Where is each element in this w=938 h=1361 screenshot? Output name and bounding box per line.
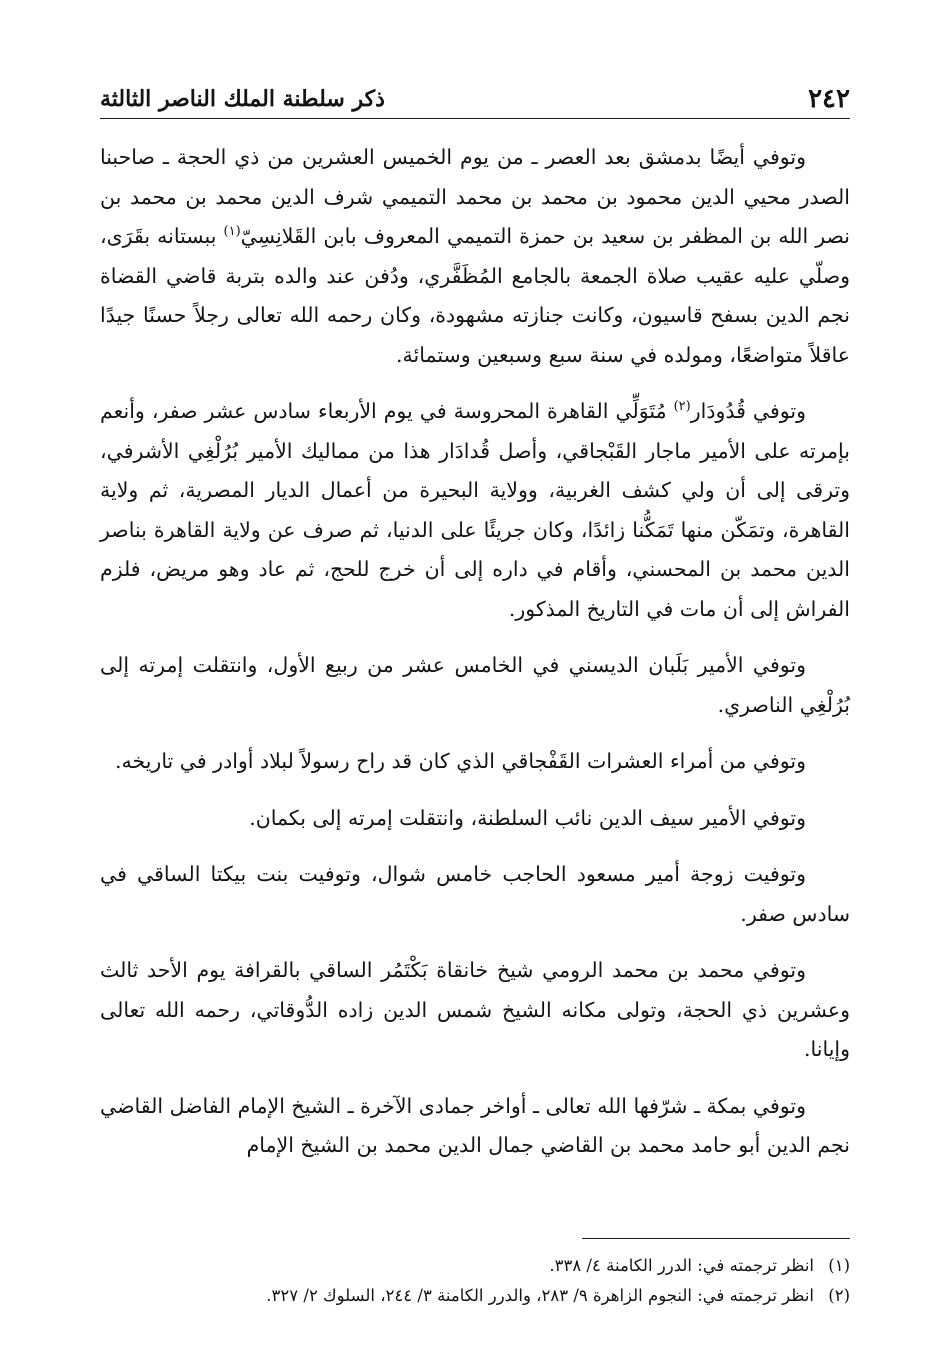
- paragraph: وتوفي من أمراء العشرات القَفْجاقي الذي كان قد راح رسولاً لبلاد أوادر في تاريخه.: [114, 749, 806, 773]
- paragraph: وتوفي محمد بن محمد الرومي شيخ خانقاة بَكْتَمُر الساقي بالقرافة يوم الأحد ثالث وعشرين ذي الحجة، وتولى مكانه الشيخ شمس الدين زاده الدُّوقاتي، رحمه الله تعالى وإيانا.: [100, 958, 850, 1061]
- paragraph: وتوفي الأمير بَلَبان الديسني في الخامس عشر من ربيع الأول، وانتقلت إمرته إلى بُرُلْغِي الناصري.: [100, 653, 850, 717]
- paragraph-text: ببستانه بقَرَى، وصلّي عليه عقيب صلاة الجمعة بالجامع المُظَفَّري، ودُفن عند والده بتربة قاضي القضاة نجم الدين بسفح قاسيون، وكانت جنازته مشهودة، وكان رحمه الله تعالى رجلاً حسنًا جيدًا عاقلاً متواضعًا، ومولده في سنة سبع وسبعين وستمائة.: [100, 224, 850, 367]
- footnote: [100, 1281, 850, 1311]
- footnotes: [100, 1238, 850, 1311]
- footnote-separator: [582, 1238, 850, 1239]
- footnote-number: (٢): [828, 1286, 850, 1305]
- page-number: ٢٤٢: [808, 84, 850, 114]
- paragraph: [100, 138, 850, 375]
- footnote-text: انظر ترجمته في: النجوم الزاهرة ٩/ ٢٨٣، والدرر الكامنة ٣/ ٢٤٤، السلوك ٢/ ٣٢٧.: [266, 1286, 814, 1305]
- footnote-reference[interactable]: (٢): [673, 399, 691, 415]
- body-text: [100, 138, 850, 1183]
- footnote-reference[interactable]: (١): [223, 224, 241, 240]
- running-title: ذكر سلطنة الملك الناصر الثالثة: [100, 86, 385, 112]
- paragraph: وتوفيت زوجة أمير مسعود الحاجب خامس شوال، وتوفيت بنت بيكتا الساقي في سادس صفر.: [100, 862, 850, 926]
- paragraph-text: مُتَوَلِّي القاهرة المحروسة في يوم الأربعاء سادس عشر صفر، وأنعم بإمرته على الأمير ماجار القَبْجاقي، وأصل قُدادَار هذا من مماليك الأمير بُرُلْغِي الأشرفي، وترقى إلى أن ولي كشف الغربية، وولاية البحيرة من أعمال الديار المصرية، ثم ولاية القاهرة، وتمَكّن منها تَمَكُّنا زائدًا، وكان جريئًا على الدنيا، ثم صرف عن ولاية القاهرة بناصر الدين محمد بن المحسني، وأقام في داره إلى أن خرج للحج، ثم عاد وهو مريض، فلزم الفراش إلى أن مات في التاريخ المذكور.: [100, 399, 850, 621]
- paragraph-text: وتوفي أيضًا بدمشق بعد العصر ـ من يوم الخميس العشرين من ذي الحجة ـ صاحبنا الصدر محيي الدين محمود بن محمد بن محمد التميمي شرف الدين محمد بن محمد بن نصر الله بن المظفر بن سعيد بن حمزة التميمي المعروف بابن القَلانِسِيّ: [100, 145, 851, 248]
- paragraph: وتوفي الأمير سيف الدين نائب السلطنة، وانتقلت إمرته إلى بكمان.: [249, 805, 806, 830]
- paragraph: وتوفي بمكة ـ شرّفها الله تعالى ـ أواخر جمادى الآخرة ـ الشيخ الإمام الفاضل القاضي نجم الدين أبو حامد محمد بن القاضي جمال الدين محمد بن الشيخ الإمام: [100, 1093, 850, 1157]
- page-header: [100, 78, 850, 119]
- footnote-number: (١): [828, 1256, 850, 1275]
- footnote-text: انظر ترجمته في: الدرر الكامنة ٤/ ٣٣٨.: [549, 1256, 814, 1275]
- paragraph: [100, 392, 850, 629]
- footnote: [100, 1251, 850, 1281]
- paragraph-text: وتوفي قُدُودَار: [690, 399, 806, 423]
